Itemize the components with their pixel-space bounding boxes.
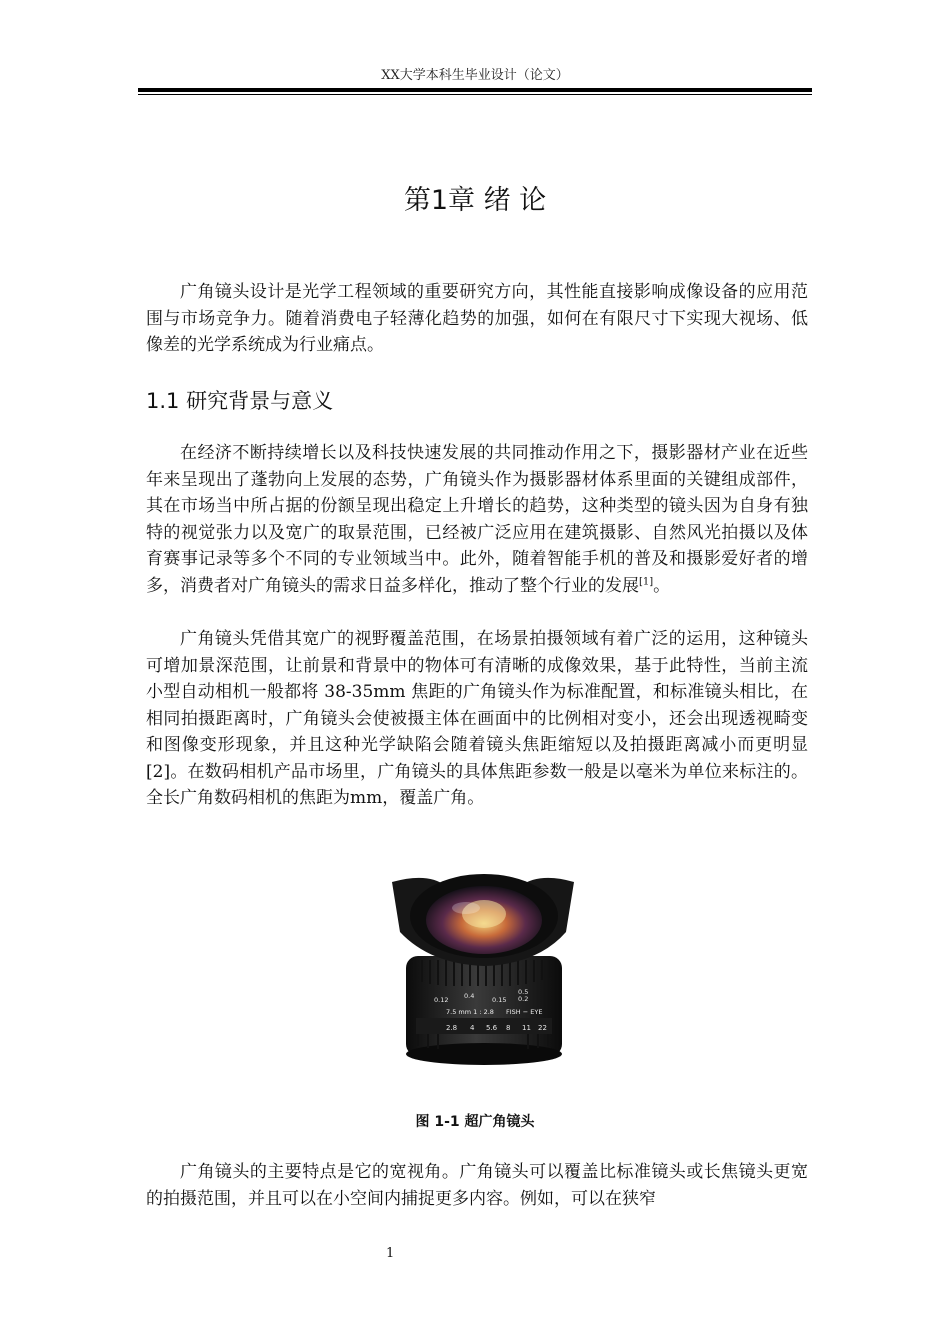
lens-distance-mark: 0.2: [518, 995, 529, 1003]
lens-distance-mark: 0.4: [464, 992, 475, 1000]
body-paragraph-3: 广角镜头的主要特点是它的宽视角。广角镜头可以覆盖比标准镜头或长焦镜头更宽的拍摄范围，并且可以在小空间内捕捉更多内容。例如，可以在狭窄: [146, 1162, 808, 1209]
paragraph-1-end: 。: [653, 575, 671, 596]
page-header: XX大学本科生毕业设计（论文）: [381, 68, 569, 83]
lens-distance-mark: 0.5: [518, 988, 529, 996]
lens-aperture-mark: 4: [470, 1024, 475, 1032]
header-rule-thick: [138, 88, 812, 92]
lens-model-label: FISH − EYE: [506, 1008, 543, 1016]
lens-aperture-mark: 22: [538, 1024, 547, 1032]
chapter-title: 第1章 绪 论: [403, 185, 547, 216]
paragraph-1-text: 在经济不断持续增长以及科技快速发展的共同推动作用之下，摄影器材产业在近些年来呈现出了蓬勃向上发展的态势，广角镜头作为摄影器材体系里面的关键组成部件，其在市场当中所占据的份额呈现出稳定上升增长的趋势，这种类型的镜头因为自身有独特的视觉张力以及宽广的取景范围，已经被广泛应用在建筑摄影、自然风光拍摄以及体育赛事记录等多个不同的专业领域当中。此外，随着智能手机的普及和摄影爱好者的增多，消费者对广角镜头的需求日益多样化，推动了整个行业的发展: [146, 443, 808, 596]
figure-lens-image: [388, 868, 578, 1068]
lens-aperture-mark: 5.6: [486, 1024, 498, 1032]
lens-spec-label: 7.5 mm 1 : 2.8: [446, 1008, 494, 1016]
lens-aperture-mark: 11: [522, 1024, 531, 1032]
section-heading: 1.1 研究背景与意义: [146, 389, 334, 413]
lens-distance-mark: 0.15: [492, 996, 507, 1004]
header-rule-thin: [138, 94, 812, 95]
lens-aperture-mark: 2.8: [446, 1024, 458, 1032]
citation-ref[interactable]: [1]: [639, 575, 654, 587]
page-number: 1: [386, 1246, 395, 1261]
fisheye-lens-icon: [388, 868, 578, 1068]
figure-caption: 图 1-1 超广角镜头: [415, 1114, 535, 1130]
intro-paragraph: 广角镜头设计是光学工程领域的重要研究方向，其性能直接影响成像设备的应用范围与市场竞争力。随着消费电子轻薄化趋势的加强，如何在有限尺寸下实现大视场、低像差的光学系统成为行业痛点。: [146, 282, 808, 355]
body-paragraph-1: [146, 440, 808, 599]
body-paragraph-2: 广角镜头凭借其宽广的视野覆盖范围，在场景拍摄领域有着广泛的运用，这种镜头可增加景深范围，让前景和背景中的物体可有清晰的成像效果，基于此特性，当前主流小型自动相机一般都将 38-35mm 焦距的广角镜头作为标准配置，和标准镜头相比，在相同拍摄距离时，广角镜头会使被摄主体在画面中的比例相对变小，还会出现透视畸变和图像变形现象，并且这种光学缺陷会随着镜头焦距缩短以及拍摄距离减小而更明显[2]。在数码相机产品市场里，广角镜头的具体焦距参数一般是以毫米为单位来标注的。全长广角数码相机的焦距为mm，覆盖广角。: [146, 629, 808, 808]
lens-aperture-mark: 8: [506, 1024, 511, 1032]
lens-distance-mark: 0.12: [434, 996, 449, 1004]
